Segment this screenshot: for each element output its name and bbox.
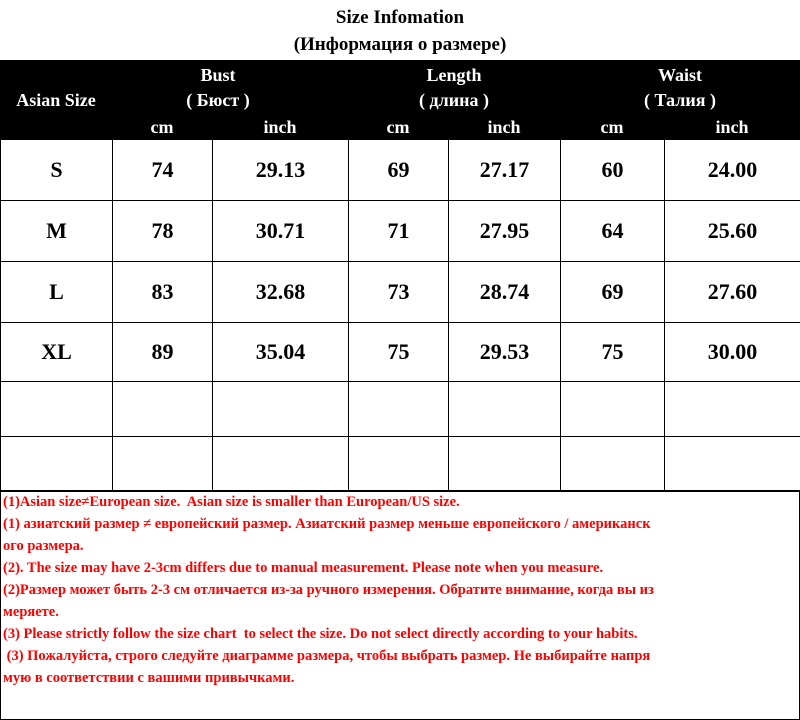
note-line: (1) азиатский размер ≠ европейский размер. Азиатский размер меньше европейского / американск	[3, 516, 651, 532]
bust-inch-cell: 30.71	[213, 201, 349, 262]
table-row	[1, 140, 800, 201]
header-length-cm: cm	[386, 117, 410, 137]
header-length-inch: inch	[487, 117, 521, 137]
table-header	[0, 60, 800, 140]
bust-inch-cell: 32.68	[213, 262, 349, 323]
size-cell	[1, 382, 113, 437]
waist-inch-cell: 25.60	[665, 201, 800, 262]
header-bust-ru: ( Бюст )	[186, 90, 250, 110]
note-line: (3) Пожалуйста, строго следуйте диаграмме размера, чтобы выбрать размер. Не выбирайте напря	[3, 648, 651, 664]
waist-inch-cell: 24.00	[665, 140, 800, 201]
note-line: (2)Размер может быть 2-3 см отличается из-за ручного измерения. Обратите внимание, когда вы из	[3, 582, 654, 598]
waist-cm-cell	[561, 382, 665, 437]
size-cell: M	[1, 201, 113, 262]
bust-inch-cell: 35.04	[213, 323, 349, 382]
waist-cm-cell: 64	[561, 201, 665, 262]
header-waist-inch: inch	[715, 117, 749, 137]
header-waist-ru: ( Талия )	[644, 90, 716, 110]
bust-cm-cell	[113, 382, 213, 437]
length-cm-cell: 73	[349, 262, 449, 323]
size-cell: S	[1, 140, 113, 201]
header-bust-label: Bust	[200, 65, 236, 85]
bust-cm-cell: 74	[113, 140, 213, 201]
note-line: мую в соответствии с вашими привычками.	[3, 670, 295, 686]
waist-cm-cell: 75	[561, 323, 665, 382]
waist-inch-cell	[665, 437, 800, 492]
length-cm-cell	[349, 382, 449, 437]
size-cell: L	[1, 262, 113, 323]
size-cell	[1, 437, 113, 492]
size-cell: XL	[1, 323, 113, 382]
bust-cm-cell: 89	[113, 323, 213, 382]
note-line: (1)Asian size≠European size. Asian size is smaller than European/US size.	[3, 494, 460, 510]
bust-cm-cell: 83	[113, 262, 213, 323]
note-line: (3) Please strictly follow the size chart to select the size. Do not select directly according to your habits.	[3, 626, 638, 642]
length-inch-cell	[449, 437, 561, 492]
table-row-empty	[1, 382, 800, 437]
header-length	[344, 63, 564, 113]
header-waist-cm: cm	[600, 117, 624, 137]
header-length-label: Length	[426, 65, 482, 85]
page-title: Size Infomation	[335, 7, 465, 28]
table-row	[1, 201, 800, 262]
header-bust	[112, 63, 324, 113]
waist-inch-cell	[665, 382, 800, 437]
bust-inch-cell	[213, 437, 349, 492]
length-inch-cell: 27.17	[449, 140, 561, 201]
header-bust-inch: inch	[263, 117, 297, 137]
note-line: меряете.	[3, 604, 59, 620]
length-inch-cell: 29.53	[449, 323, 561, 382]
waist-cm-cell: 69	[561, 262, 665, 323]
header-waist-label: Waist	[657, 65, 702, 85]
header-waist	[565, 63, 795, 113]
waist-cm-cell	[561, 437, 665, 492]
length-cm-cell	[349, 437, 449, 492]
length-inch-cell: 28.74	[449, 262, 561, 323]
bust-inch-cell: 29.13	[213, 140, 349, 201]
notes-box	[0, 490, 800, 720]
length-inch-cell: 27.95	[449, 201, 561, 262]
size-table	[0, 140, 800, 492]
note-line: ого размера.	[3, 538, 84, 554]
title-block	[0, 0, 800, 60]
header-bust-cm: cm	[150, 117, 174, 137]
page-subtitle: (Информация о размере)	[293, 34, 507, 55]
length-cm-cell: 71	[349, 201, 449, 262]
bust-inch-cell	[213, 382, 349, 437]
waist-inch-cell: 30.00	[665, 323, 800, 382]
waist-inch-cell: 27.60	[665, 262, 800, 323]
table-row	[1, 262, 800, 323]
table-row-empty	[1, 437, 800, 492]
bust-cm-cell: 78	[113, 201, 213, 262]
note-line: (2). The size may have 2-3cm differs due to manual measurement. Please note when you measure.	[3, 560, 604, 576]
bust-cm-cell	[113, 437, 213, 492]
header-length-ru: ( длина )	[419, 90, 489, 110]
waist-cm-cell: 60	[561, 140, 665, 201]
length-cm-cell: 75	[349, 323, 449, 382]
table-row	[1, 323, 800, 382]
length-cm-cell: 69	[349, 140, 449, 201]
header-asian-size: Asian Size	[16, 90, 96, 110]
length-inch-cell	[449, 382, 561, 437]
